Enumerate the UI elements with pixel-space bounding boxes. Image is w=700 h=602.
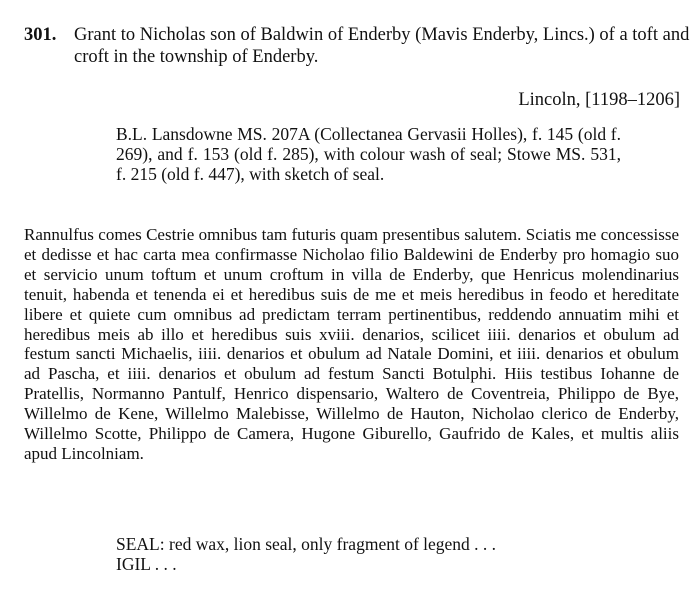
entry-number: 301.	[24, 25, 57, 45]
seal-legend: IGIL . . .	[116, 554, 177, 574]
seal-description	[116, 534, 596, 574]
entry-title: Grant to Nicholas son of Baldwin of Enderby (Mavis Enderby, Lincs.) of a toft and croft in the township of Enderby.	[74, 25, 690, 67]
place-date: Lincoln, [1198–1206]	[518, 90, 680, 110]
seal-line: SEAL: red wax, lion seal, only fragment of legend . . .	[116, 534, 497, 554]
manuscript-sources: B.L. Lansdowne MS. 207A (Collectanea Gervasii Holles), f. 145 (old f. 269), and f. 153 (old f. 285), with colour wash of seal; Stowe MS. 531, f. 215 (old f. 447), with sketch of seal.	[116, 124, 621, 184]
charter-text: Rannulfus comes Cestrie omnibus tam futuris quam presentibus salutem. Sciatis me concessisse et dedisse et hac carta mea confirmasse Nicholao filio Baldewini de Enderby pro homagio suo et servicio unum toftum et unum croftum in villa de Enderby, que Henricus molendinarius tenuit, habenda et tenenda ei et heredibus suis de me et meis heredibus in feodo et hereditate libere et quiete cum omnibus ad predictam terram pertinentibus, reddendo annuatim mihi et heredibus meis ab illo et heredibus suis xviii. denarios, scilicet iiii. denarios et obulum ad festum sancti Michaelis, iiii. denarios et obulum ad Natale Domini, et iiii. denarios et obulum ad Pascha, et iiii. denarios et obulum ad festum Sancti Botulphi. Hiis testibus Iohanne de Pratellis, Normanno Pantulf, Henrico dispensario, Waltero de Coventreia, Philippo de Bye, Willelmo de Kene, Willelmo Malebisse, Willelmo de Hauton, Nicholao clerico de Enderby, Willelmo Scotte, Philippo de Camera, Hugone Giburello, Gaufrido de Kales, et multis aliis apud Lincolniam.	[24, 225, 679, 463]
